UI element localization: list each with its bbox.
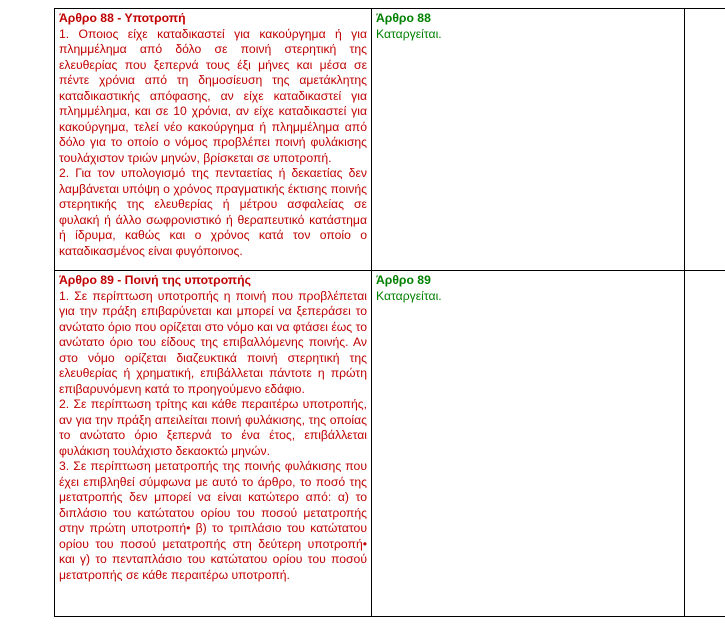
old-law-cell: [55, 271, 372, 617]
article-paragraph: 2. Σε περίπτωση τρίτης και κάθε περαιτέρω υποτροπής, αν για την πράξη απειλείται ποινή φυλάκισης, της οποίας το ανώτατο όριο ξεπερνά το ένα έτος, επιβάλλεται φυλάκιση τουλάχιστο δεκαοκτώ μηνών.: [59, 397, 367, 458]
article-paragraph: 1. Οποιος είχε καταδικαστεί για κακούργημα ή για πλημμέλημα από δόλο σε ποινή στερητική της ελευθερίας που ξεπερνά τους έξι μήνες και μέσα σε πέντε χρόνια από τη δημοσίευση της αμετάκλητης καταδικαστικής απόφασης, αν είχε καταδικαστεί για πλημμέλημα, και σε 10 χρόνια, αν είχε καταδικαστεί για κακούργημα, τελεί νέο κακούργημα ή πλημμέλημα από δόλο για το οποίο ο νόμος προβλέπει ποινή φυλάκισης τουλάχιστον τριών μηνών, βρίσκεται σε υποτροπή.: [59, 26, 367, 165]
notes-cell: [685, 271, 725, 617]
article-title: Άρθρο 89 - Ποινή της υποτροπής: [59, 273, 251, 287]
article-paragraph: 3. Σε περίπτωση μετατροπής της ποινής φυλάκισης που έχει επιβληθεί σύμφωνα με αυτό το άρθρο, το ποσό της μετατροπής δεν μπορεί να είναι κατώτερο από: α) το διπλάσιο του κατώτατου ορίου του ποσού μετατροπής στην πρώτη υποτροπή• β) το τριπλάσιο του κατώτατου ορίου του ποσού μετατροπής στη δεύτερη υποτροπή• και γ) το πενταπλάσιο του κατώτατου ορίου του ποσού μετατροπής σε κάθε περαιτέρω υποτροπή.: [59, 459, 367, 582]
old-law-cell: [55, 9, 372, 271]
article-title: Άρθρο 88 - Υποτροπή: [59, 11, 186, 25]
new-law-cell: [372, 9, 685, 271]
comparison-table: [54, 8, 725, 617]
article-paragraph: 1. Σε περίπτωση υποτροπής η ποινή που προβλέπεται για την πράξη επιβαρύνεται και μπορεί να ξεπεράσει το ανώτατο όριο που ορίζεται στο νόμο και να φτάσει έως το ανώτατο όριο του είδους της επιβαλλόμενης ποινής. Αν στο νόμο ορίζεται διαζευκτικά ποινή στερητική της ελευθερίας ή χρηματική, επιβάλλεται πάντοτε η πρώτη επιβαρυνόμενη κατά το προηγούμενο εδάφιο.: [59, 288, 367, 396]
article-title: Άρθρο 89: [376, 273, 431, 287]
article-title: Άρθρο 88: [376, 11, 431, 25]
article-paragraph: 2. Για τον υπολογισμό της πενταετίας ή δεκαετίας δεν λαμβάνεται υπόψη ο χρόνος πραγματικής έκτισης ποινής στερητικής της ελευθερίας ή μέτρου ασφαλείας σε φυλακή ή άλλο σωφρονιστικό ή θεραπευτικό κατάστημα ή ίδρυμα, καθώς και ο χρόνος κατά τον οποίο ο καταδικασμένος είναι φυγόποινος.: [59, 166, 367, 258]
table-row: [55, 271, 725, 617]
notes-cell: [685, 9, 725, 271]
new-law-cell: [372, 271, 685, 617]
article-status: Καταργείται.: [376, 26, 442, 41]
table-row: [55, 9, 725, 271]
article-status: Καταργείται.: [376, 288, 442, 303]
